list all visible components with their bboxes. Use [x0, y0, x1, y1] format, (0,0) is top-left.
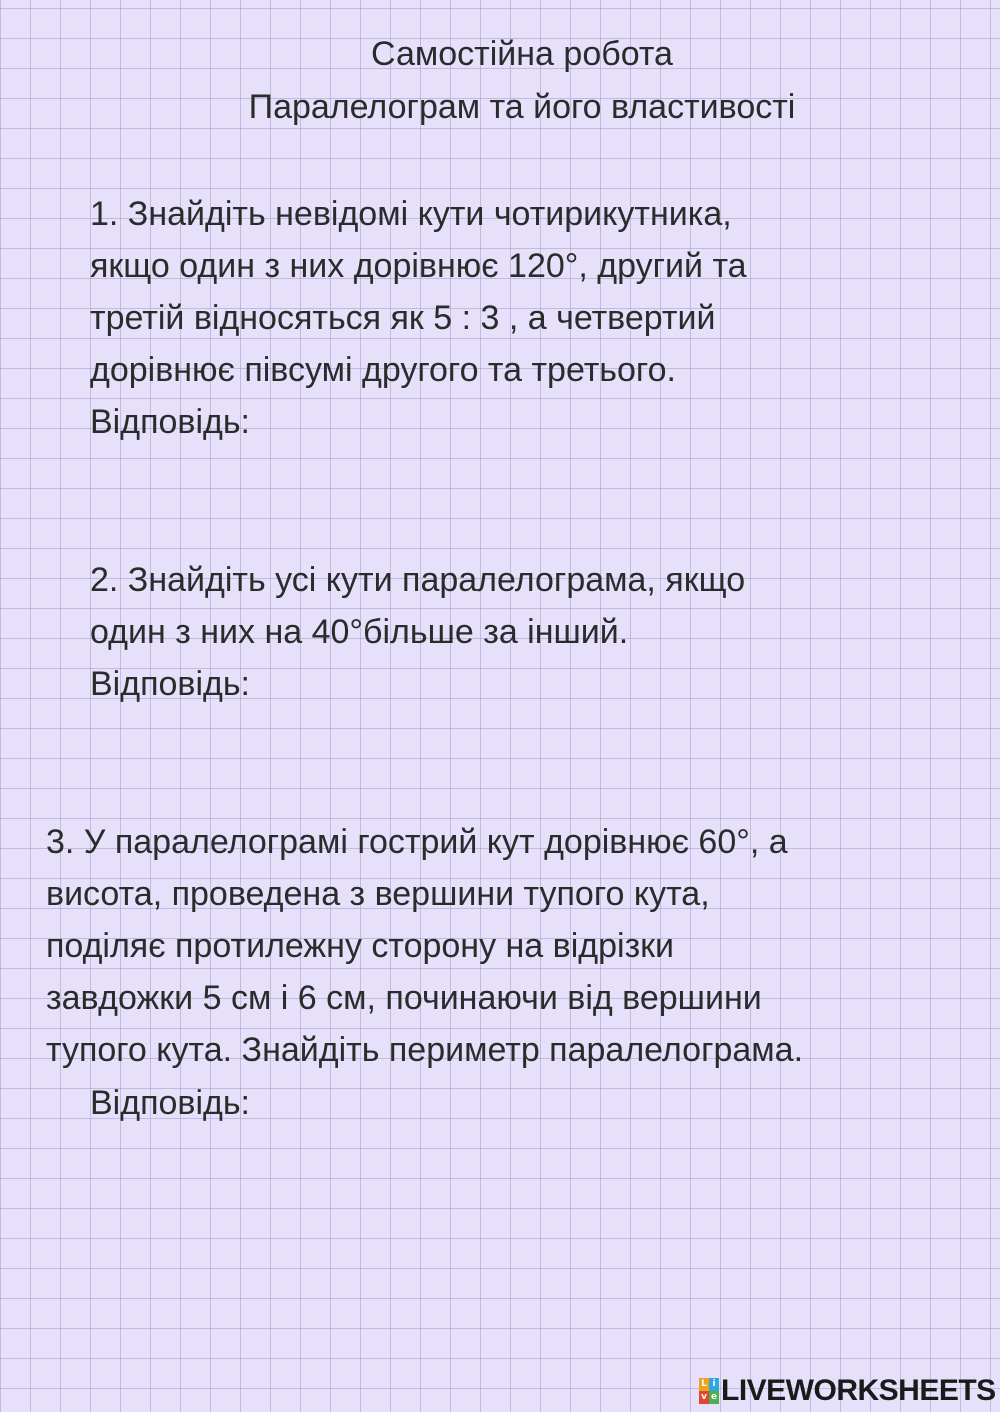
task-1-line-3: третій відносяться як 5 : 3 , а четвертий: [90, 299, 716, 337]
task-2-answer-label: Відповідь:: [90, 665, 251, 703]
liveworksheets-logo-text: LIVEWORKSHEETS: [721, 1374, 996, 1407]
task-1-line-1: 1. Знайдіть невідомі кути чотирикутника,: [90, 195, 732, 233]
task-2-line-2: один з них на 40°більше за інший.: [90, 613, 629, 651]
task-3-line-3: поділяє протилежну сторону на відрізки: [46, 927, 675, 965]
worksheet-title: Самостійна робота: [371, 35, 673, 73]
task-3-line-4: завдожки 5 см і 6 см, починаючи від вершини: [46, 979, 762, 1017]
task-3-line-5: тупого кута. Знайдіть периметр паралелограма.: [46, 1031, 804, 1069]
task-3-answer-label: Відповідь:: [90, 1084, 251, 1122]
liveworksheets-logo[interactable]: [699, 1376, 996, 1406]
task-1-answer-label: Відповідь:: [90, 403, 251, 441]
worksheet-subtitle: Паралелограм та його властивості: [248, 88, 796, 126]
task-1-line-2: якщо один з них дорівнює 120°, другий та: [90, 247, 747, 285]
task-2-line-1: 2. Знайдіть усі кути паралелограма, якщо: [90, 561, 746, 599]
task-3-line-1: 3. У паралелограмі гострий кут дорівнює 60°, а: [46, 823, 788, 861]
task-3-line-2: висота, проведена з вершини тупого кута,: [46, 875, 710, 913]
liveworksheets-logo-icon: [699, 1378, 719, 1404]
logo-mark-letter: e: [710, 1392, 718, 1402]
logo-mark-letter: v: [699, 1391, 709, 1404]
logo-mark-letter: i: [709, 1378, 719, 1391]
logo-mark-letter: L: [699, 1378, 709, 1391]
task-1-line-4: дорівнює півсумі другого та третього.: [90, 351, 676, 389]
